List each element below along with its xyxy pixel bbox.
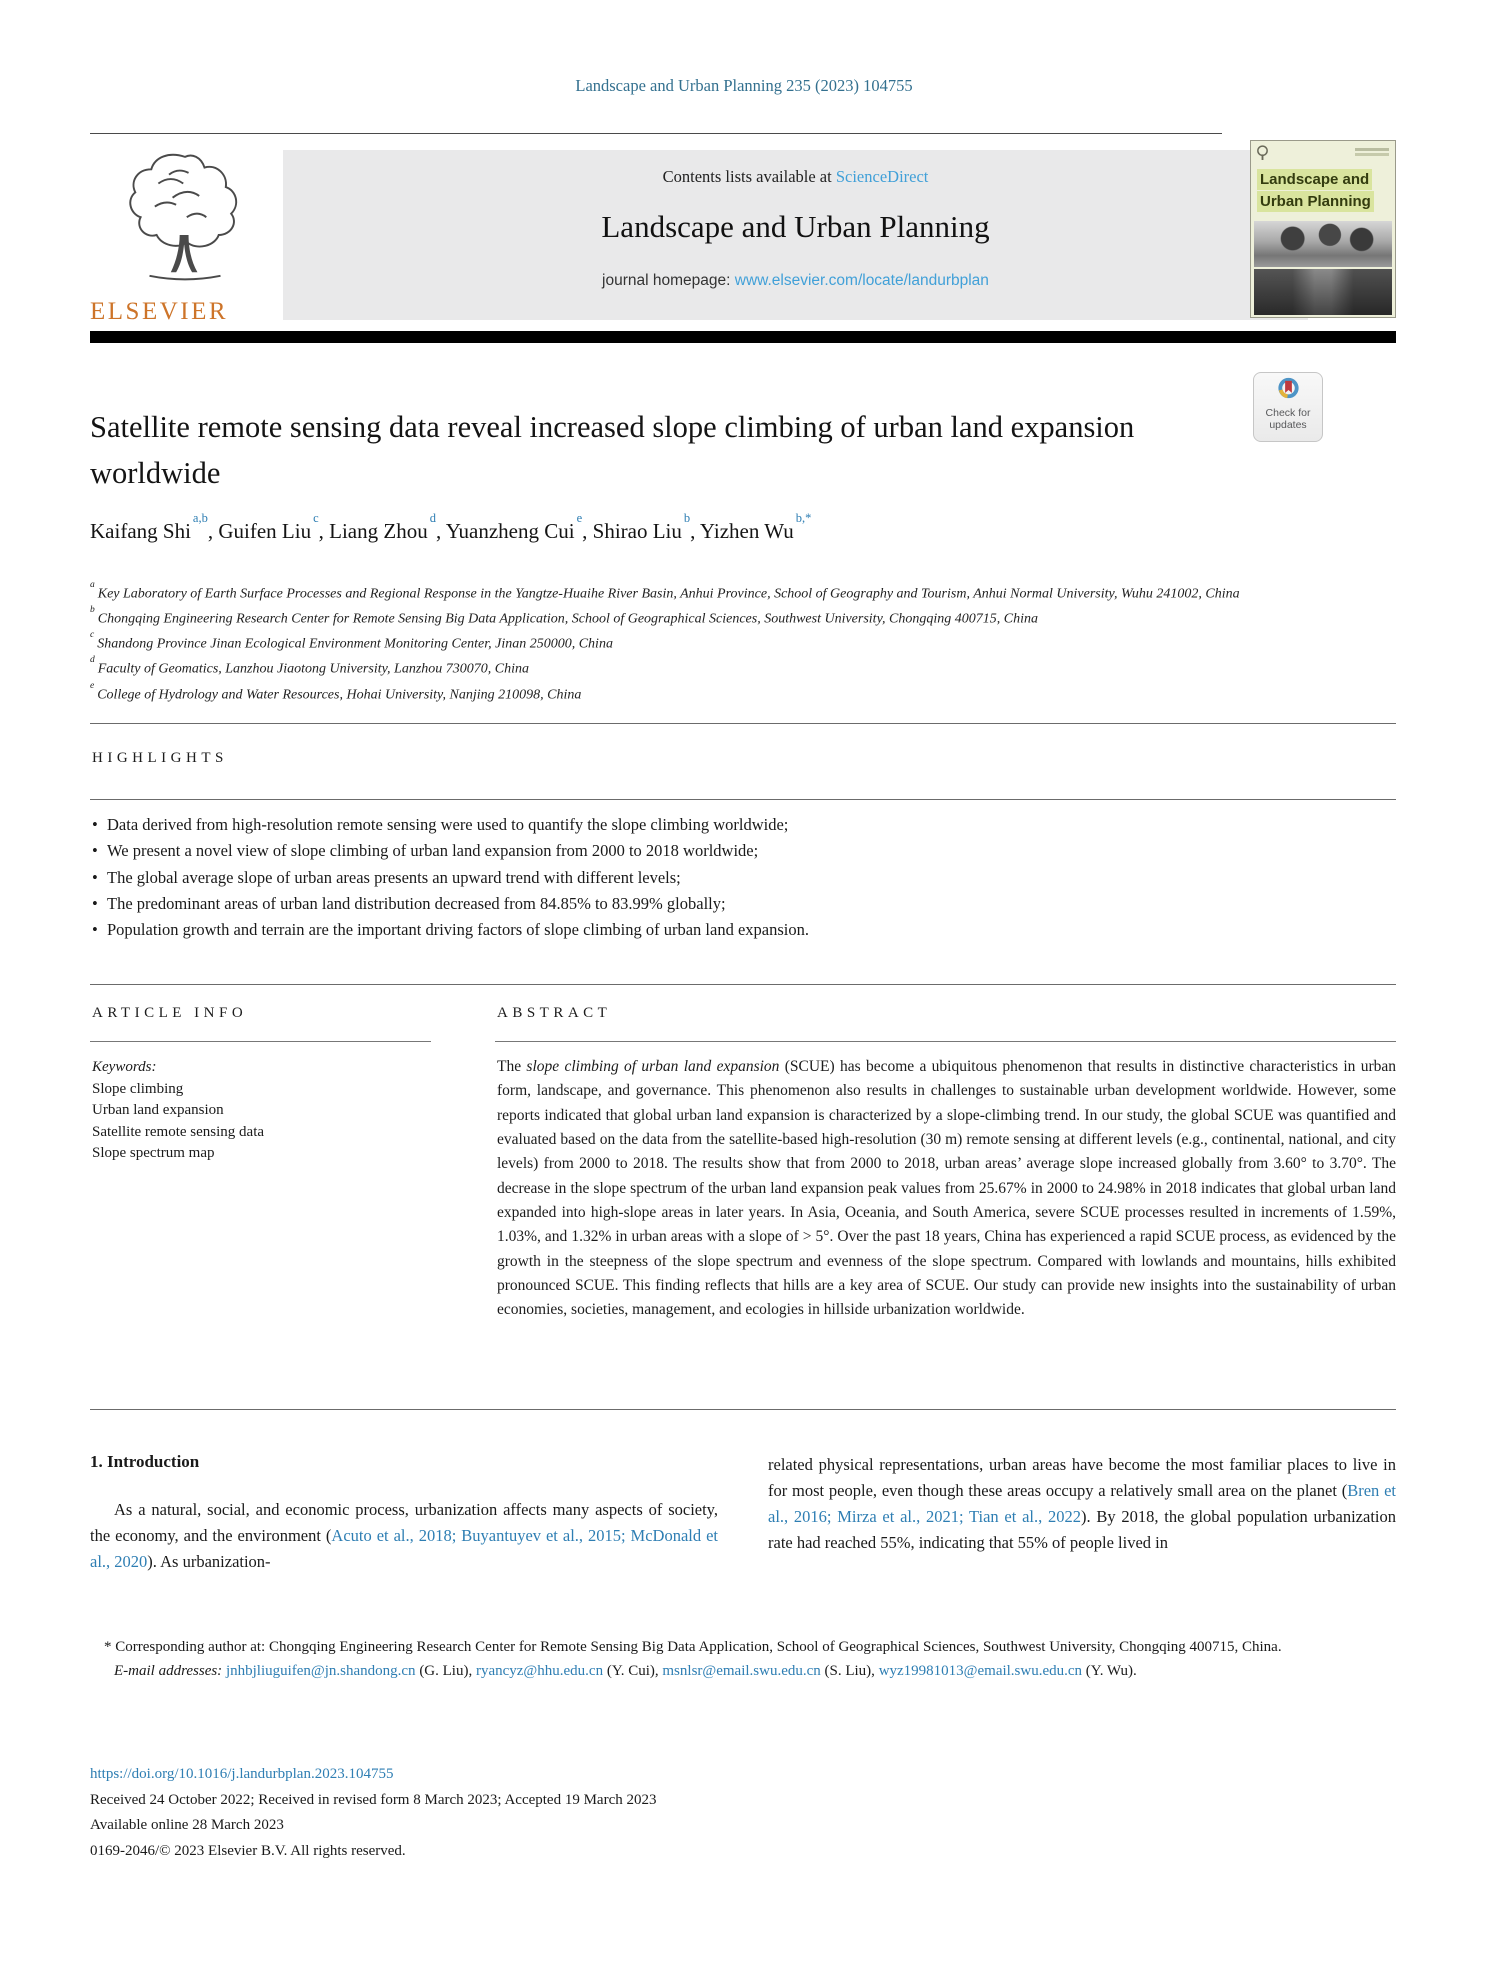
issn-copyright: 0169-2046/© 2023 Elsevier B.V. All rights reserved. — [90, 1842, 406, 1859]
author-affiliation-sup: e — [576, 511, 583, 525]
highlight-item: • Population growth and terrain are the important driving factors of slope climbing of urban land expansion. — [92, 917, 1394, 943]
divider — [90, 799, 1396, 800]
affiliation: $^e$College of Hydrology and Water Resources, Hohai University, Nanjing 210098, China — [90, 680, 582, 703]
journal-banner — [283, 150, 1308, 320]
check-updates-badge[interactable] — [1253, 372, 1323, 442]
author-affiliation-sup: c — [313, 511, 319, 525]
contents-prefix: Contents lists available at — [662, 167, 836, 186]
divider — [90, 1041, 431, 1042]
divider — [90, 723, 1396, 724]
cover-photo-trees — [1254, 221, 1392, 267]
affiliation-list — [90, 580, 1335, 706]
corresponding-author-note: * Corresponding author at: Chongqing Engineering Research Center for Remote Sensing Big Data Application, School of Geographical Sciences, Southwest University, Chongqing 400715, China. — [104, 1639, 1282, 1655]
keywords-label: Keywords: — [92, 1059, 157, 1075]
author: Liang Zhou$^d$, — [329, 511, 446, 543]
keyword: Slope climbing — [92, 1080, 184, 1097]
author: Shirao Liu$^b$, — [592, 511, 700, 543]
text-segment: The — [497, 1058, 527, 1075]
article-meta-block — [90, 1762, 1396, 1864]
contents-availability — [283, 167, 1308, 187]
text-segment: ). By 2018, the global population urbanization rate had reached 55%, indicating that 55% of people lived in — [768, 1507, 1396, 1552]
divider — [90, 1409, 1396, 1410]
emails-label: E-mail addresses: — [114, 1662, 226, 1679]
elsevier-tree-icon — [90, 148, 280, 290]
top-divider — [90, 133, 1222, 134]
keywords-block — [92, 1057, 432, 1165]
author-affiliation-sup: a,b — [192, 511, 208, 525]
doi-link[interactable]: https://doi.org/10.1016/j.landurbplan.2023.104755 — [90, 1766, 394, 1782]
highlight-item: • We present a novel view of slope climbing of urban land expansion from 2000 to 2018 worldwide; — [92, 838, 1394, 864]
text-segment: (Y. Wu). — [1082, 1662, 1137, 1679]
check-updates-icon — [1275, 390, 1302, 407]
cover-photo-street — [1254, 269, 1392, 315]
text-segment: (Y. Cui), — [603, 1662, 663, 1679]
divider — [495, 1041, 1396, 1042]
section-heading-introduction: 1. Introduction — [90, 1452, 200, 1471]
abstract-text — [497, 1055, 1396, 1323]
divider — [90, 984, 1396, 985]
text-segment: (G. Liu), — [415, 1662, 476, 1679]
author-list — [90, 511, 1390, 544]
intro-right-column — [768, 1452, 1396, 1556]
text-segment: related physical representations, urban areas have become the most familiar places to live in for most people, even though these areas occupy a relatively small area on the planet ( — [768, 1455, 1396, 1500]
author-affiliation-sup: d — [429, 511, 436, 525]
keyword: Urban land expansion — [92, 1102, 224, 1118]
journal-homepage — [283, 272, 1308, 290]
author-affiliation-sup: b — [683, 511, 691, 525]
author: Yizhen $Wu^{b,*}$ — [699, 511, 812, 543]
intro-paragraph-right — [768, 1452, 1396, 1556]
citation-link[interactable]: Acuto et al., 2018; Buyantuyev et al., 2015; McDonald et al., 2020 — [90, 1526, 718, 1571]
email-link[interactable]: wyz19981013@email.swu.edu.cn — [878, 1662, 1083, 1679]
available-online: Available online 28 March 2023 — [90, 1817, 284, 1833]
intro-paragraph-left — [90, 1497, 718, 1575]
footnotes-block — [90, 1636, 1396, 1682]
keyword: Satellite remote sensing data — [92, 1123, 265, 1140]
highlight-item: • Data derived from high-resolution remote sensing were used to quantify the slope climbing worldwide; — [92, 812, 1394, 838]
author: Kaifang Shi$^{a,b}$, — [90, 511, 219, 543]
elsevier-wordmark: ELSEVIER — [90, 298, 229, 325]
cover-title-line2: Urban Planning — [1257, 191, 1374, 212]
highlights-list — [92, 812, 1394, 943]
intro-left-column — [90, 1452, 718, 1592]
text-segment: (S. Liu), — [820, 1662, 879, 1679]
text-segment: ). As urbanization- — [147, 1552, 271, 1571]
journal-masthead — [90, 140, 1396, 332]
highlight-item: • The global average slope of urban areas presents an upward trend with different levels; — [92, 865, 1394, 891]
author: Guifen Liu$^c$, — [218, 511, 330, 543]
abstract-heading: ABSTRACT — [497, 1005, 612, 1021]
highlight-item: • The predominant areas of urban land distribution decreased from 84.85% to 83.99% globally; — [92, 891, 1394, 917]
cover-tagline-decoration — [1355, 148, 1389, 151]
author-affiliation-sup: b,* — [795, 511, 812, 525]
homepage-prefix: journal homepage: — [602, 272, 735, 289]
text-segment: (SCUE) has become a ubiquitous phenomenon that results in distinctive characteristics in urban form, landscape, and governance. This phenomenon also results in challenges to sustainable urban development worldwide. However, some reports indicated that global urban land expansion is characterized by a slope-climbing trend. In our study, the global SCUE was quantified and evaluated based on the data from the satellite-based high-resolution (30 m) remote sensing at different levels (e.g., continental, national, and city levels) from 2000 to 2018. The results show that from 2000 to 2018, urban areas’ average slope increased globally from 3.60° to 3.70°. The decrease in the slope spectrum of the urban land expansion peak values from 25.67% in 2000 to 24.98% in 2018 indicates that global urban land expanded into high-slope areas in later years. In Asia, Oceania, and South America, severe SCUE processes resulted in increments of 1.59%, 1.03%, and 1.32% in urban areas with a slope of > 5°. Over the past 18 years, China has experienced a rapid SCUE process, as evidenced by the growth in the steepness of the slope spectrum and evenness of the slope spectrum. Compared with lowlands and mountains, hills exhibited pronounced SCUE. This finding reflects that hills are a key area of SCUE. Our study can provide new insights into the sustainability of urban economies, societies, management, and ecologies in hillside urbanization worldwide. — [497, 1058, 1397, 1319]
email-addresses-note — [90, 1660, 1396, 1683]
received-dates: Received 24 October 2022; Received in revised form 8 March 2023; Accepted 19 March 2023 — [90, 1791, 657, 1808]
cover-title-line1: Landscape and — [1257, 169, 1372, 190]
text-segment: As a natural, social, and economic process, urbanization affects many aspects of society, the economy, and the environment ( — [90, 1500, 718, 1545]
author: Yuanzheng Cui$^e$, — [445, 511, 593, 543]
highlights-heading: HIGHLIGHTS — [92, 750, 228, 766]
journal-cover-thumbnail — [1250, 140, 1396, 318]
affiliation: $^d$Faculty of Geomatics, Lanzhou Jiaotong University, Lanzhou 730070, China — [90, 655, 530, 678]
check-updates-label: Check for updates — [1265, 407, 1311, 431]
keyword: Slope spectrum map — [92, 1145, 215, 1161]
affiliation: $^c$Shandong Province Jinan Ecological Environment Monitoring Center, Jinan 250000, China — [90, 630, 613, 652]
masthead-divider-bar — [90, 331, 1396, 343]
affiliation: $^a$Key Laboratory of Earth Surface Processes and Regional Response in the Yangtze-Huaihe River Basin, Anhui Province, School of Geography and Tourism, Anhui Normal University, Wuhu 241002, China — [90, 580, 1240, 602]
sciencedirect-link[interactable]: ScienceDirect — [835, 167, 929, 186]
affiliation: $^b$Chongqing Engineering Research Center for Remote Sensing Big Data Application, School of Geographical Sciences, Southwest University, Chongqing 400715, China — [90, 605, 1038, 627]
journal-homepage-link[interactable]: www.elsevier.com/locate/landurbplan — [734, 272, 989, 289]
elsevier-logo — [90, 148, 280, 325]
article-title: Satellite remote sensing data reveal increased slope climbing of urban land expansion worldwide — [90, 410, 1135, 490]
citation-link[interactable]: Bren et al., 2016; Mirza et al., 2021; Tian et al., 2022 — [768, 1481, 1396, 1526]
journal-citation: Landscape and Urban Planning 235 (2023) 104755 — [575, 76, 913, 95]
email-link[interactable]: jnhbjliuguifen@jn.shandong.cn — [225, 1662, 416, 1679]
article-info-heading: ARTICLE INFO — [92, 1005, 248, 1021]
cover-title — [1257, 169, 1374, 213]
email-link[interactable]: msnlsr@email.swu.edu.cn — [662, 1662, 821, 1679]
text-segment: slope climbing of urban land expansion — [526, 1058, 780, 1075]
cover-elsevier-mark-icon — [1256, 145, 1269, 167]
journal-title: Landscape and Urban Planning — [601, 209, 990, 244]
email-link[interactable]: ryancyz@hhu.edu.cn — [475, 1662, 604, 1679]
